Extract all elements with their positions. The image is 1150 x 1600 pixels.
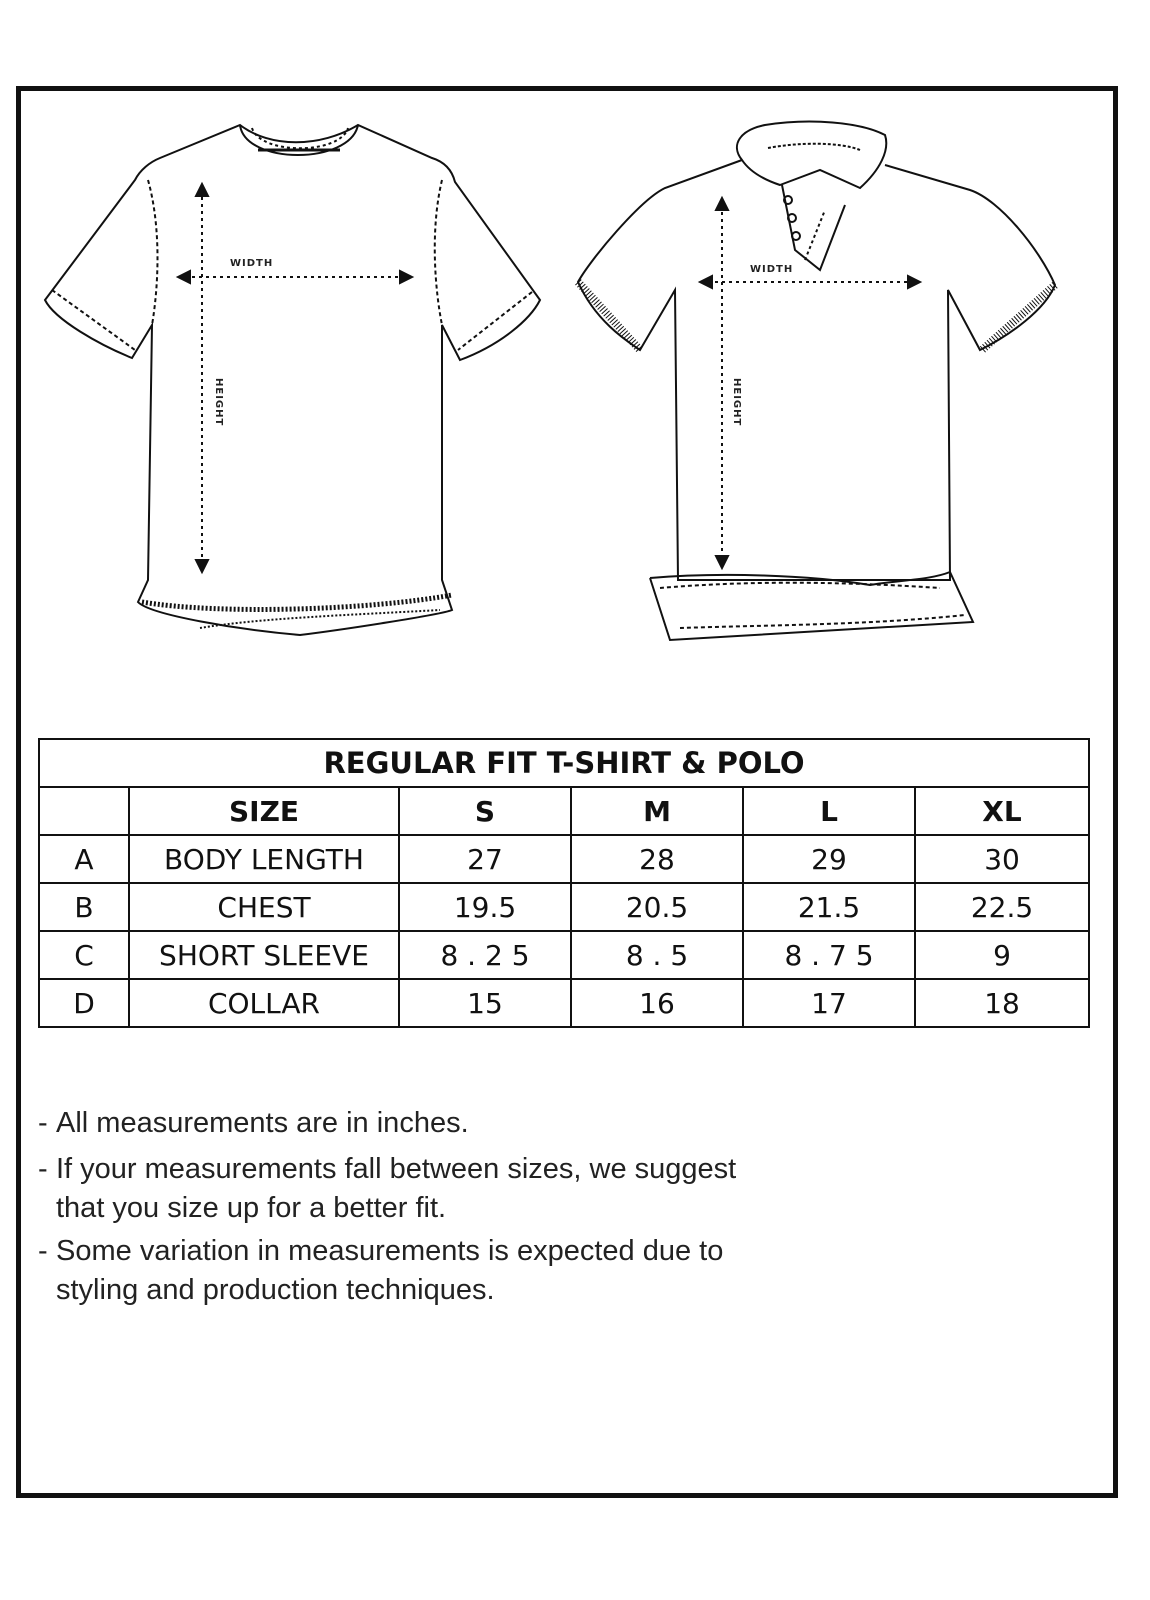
note-bullet: -	[38, 1235, 48, 1267]
header-s: S	[399, 787, 571, 835]
header-size: SIZE	[129, 787, 399, 835]
cell-xl: 30	[915, 835, 1089, 883]
note-line: All measurements are in inches.	[56, 1107, 469, 1139]
size-table	[38, 738, 1090, 1028]
row-name: BODY LENGTH	[129, 835, 399, 883]
header-xl: XL	[915, 787, 1089, 835]
polo-height-label: HEIGHT	[731, 378, 742, 427]
header-blank	[39, 787, 129, 835]
note-line: Some variation in measurements is expected due to	[56, 1235, 724, 1267]
table-row	[39, 883, 1089, 931]
note-line: styling and production techniques.	[56, 1274, 495, 1306]
row-name: SHORT SLEEVE	[129, 931, 399, 979]
table-row	[39, 979, 1089, 1027]
note-item	[38, 1100, 938, 1146]
row-code: D	[39, 979, 129, 1027]
cell-l: 21.5	[743, 883, 915, 931]
table-row	[39, 931, 1089, 979]
note-line: that you size up for a better fit.	[56, 1192, 447, 1224]
cell-xl: 22.5	[915, 883, 1089, 931]
cell-s: 15	[399, 979, 571, 1027]
polo-width-label: WIDTH	[750, 264, 794, 275]
note-line: If your measurements fall between sizes, we suggest	[56, 1153, 737, 1185]
note-bullet: -	[38, 1107, 48, 1139]
cell-l: 8 . 7 5	[743, 931, 915, 979]
cell-s: 27	[399, 835, 571, 883]
cell-m: 28	[571, 835, 743, 883]
tshirt-width-label: WIDTH	[230, 258, 274, 269]
row-code: A	[39, 835, 129, 883]
tshirt-diagram	[40, 110, 550, 650]
cell-m: 20.5	[571, 883, 743, 931]
row-code: B	[39, 883, 129, 931]
table-header-row	[39, 787, 1089, 835]
cell-s: 8 . 2 5	[399, 931, 571, 979]
header-l: L	[743, 787, 915, 835]
row-name: CHEST	[129, 883, 399, 931]
notes	[38, 1100, 938, 1310]
note-item	[38, 1228, 938, 1310]
cell-s: 19.5	[399, 883, 571, 931]
cell-l: 17	[743, 979, 915, 1027]
row-name: COLLAR	[129, 979, 399, 1027]
cell-l: 29	[743, 835, 915, 883]
note-item	[38, 1146, 938, 1228]
note-bullet: -	[38, 1153, 48, 1185]
cell-xl: 9	[915, 931, 1089, 979]
table-row	[39, 835, 1089, 883]
header-m: M	[571, 787, 743, 835]
cell-xl: 18	[915, 979, 1089, 1027]
row-code: C	[39, 931, 129, 979]
polo-diagram	[570, 110, 1070, 650]
cell-m: 8 . 5	[571, 931, 743, 979]
tshirt-height-label: HEIGHT	[213, 378, 224, 427]
table-title: REGULAR FIT T-SHIRT & POLO	[39, 739, 1089, 787]
cell-m: 16	[571, 979, 743, 1027]
